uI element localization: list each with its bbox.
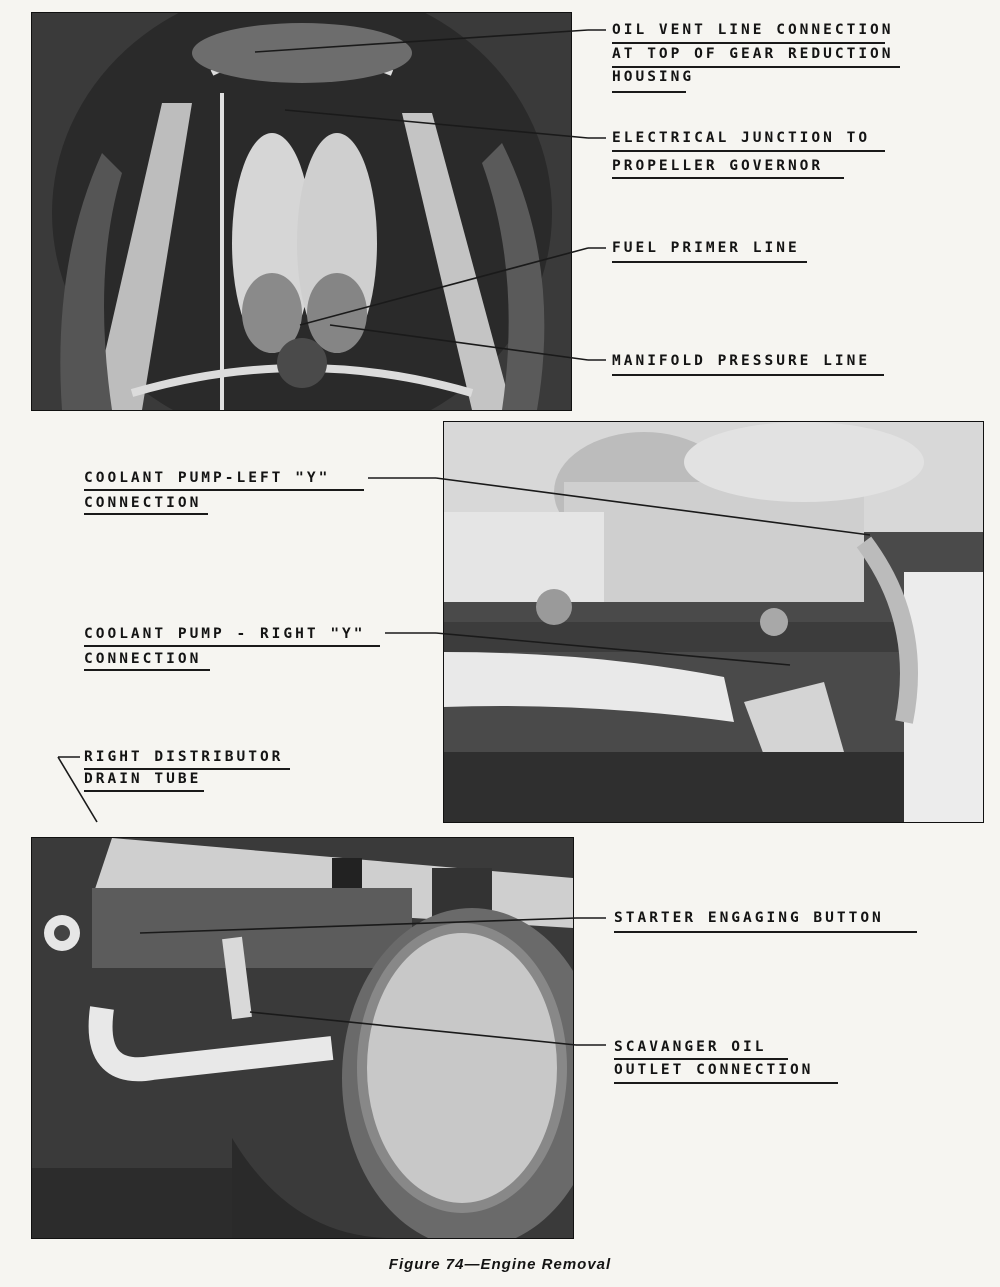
- underline: [84, 645, 380, 647]
- label-coolant-pump-right: COOLANT PUMP - RIGHT "Y" CONNECTION: [84, 626, 366, 667]
- label-starter-engaging-button: STARTER ENGAGING BUTTON: [614, 910, 884, 926]
- underline: [612, 66, 900, 68]
- starter-photo: [31, 837, 574, 1239]
- coolant-pump-photo: [443, 421, 984, 823]
- underline: [612, 374, 884, 376]
- underline: [614, 1058, 788, 1060]
- figure-caption: Figure 74—Engine Removal: [388, 1256, 612, 1273]
- underline: [84, 513, 208, 515]
- label-coolant-pump-left: COOLANT PUMP-LEFT "Y" CONNECTION: [84, 470, 331, 511]
- label-scavanger-oil-outlet: SCAVANGER OIL OUTLET CONNECTION: [614, 1039, 814, 1078]
- underline: [614, 931, 917, 933]
- underline: [612, 261, 807, 263]
- engine-top-photo: [31, 12, 572, 411]
- underline: [612, 150, 885, 152]
- label-manifold-pressure-line: MANIFOLD PRESSURE LINE: [612, 353, 871, 369]
- label-oil-vent-line: OIL VENT LINE CONNECTION AT TOP OF GEAR REDUCTION HOUSING: [612, 22, 894, 85]
- underline: [612, 177, 844, 179]
- underline: [84, 790, 204, 792]
- underline: [84, 669, 210, 671]
- underline: [612, 42, 885, 44]
- label-electrical-junction: ELECTRICAL JUNCTION TO PROPELLER GOVERNOR: [612, 130, 871, 174]
- label-fuel-primer-line: FUEL PRIMER LINE: [612, 240, 800, 256]
- underline: [612, 91, 686, 93]
- underline: [84, 489, 364, 491]
- underline: [84, 768, 290, 770]
- underline: [614, 1082, 838, 1084]
- label-right-distributor-drain-tube: RIGHT DISTRIBUTOR DRAIN TUBE: [84, 749, 284, 787]
